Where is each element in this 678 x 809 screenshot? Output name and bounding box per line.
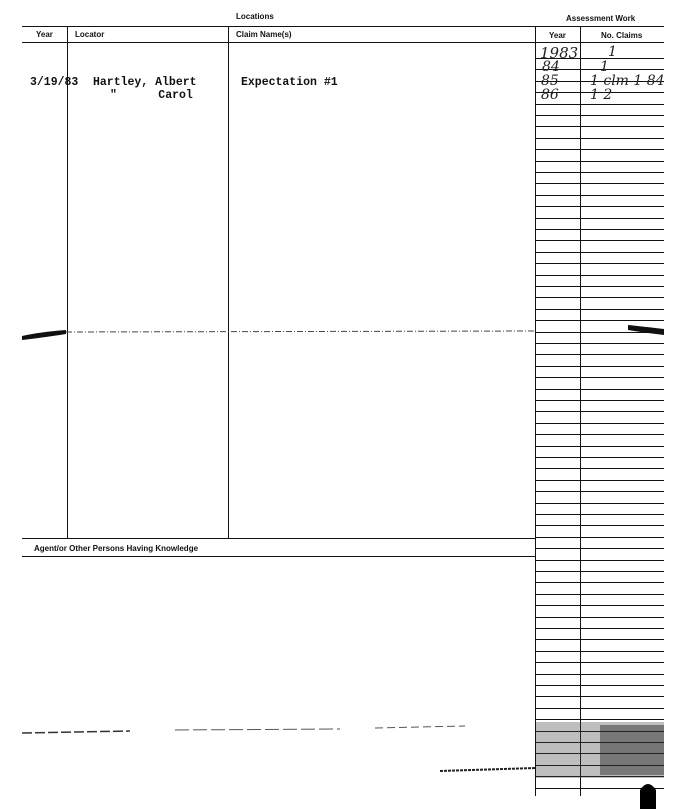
fold-mark-right [628,325,664,335]
aw-year-1: 1983 [540,44,579,62]
year-column-header: Year [36,30,53,39]
aw-claims-1: 1 [608,44,617,60]
locator-column-header: Locator [75,30,105,39]
corner-blot [640,784,656,809]
aw-claims-3: 1 clm 1 84 [590,73,665,89]
agent-header: Agent/or Other Persons Having Knowledge [34,544,199,553]
no-claims-column-header: No. Claims [601,31,643,40]
assessment-work-header: Assessment Work [566,14,636,23]
fold-line [66,331,535,332]
fold-mark-left [22,330,66,340]
entry-year: 3/19/83 [30,76,79,89]
aw-year-column-header: Year [549,31,566,40]
entry-claim-name: Expectation #1 [241,76,338,89]
entry-locator: Hartley, Albert [93,76,197,89]
aw-year-4: 86 [541,87,559,103]
aw-claims-4: 1 2 [590,87,613,103]
claim-names-column-header: Claim Name(s) [236,30,292,39]
aw-claims-2: 1 [600,59,609,75]
locations-header: Locations [236,12,274,21]
aw-year-3: 85 [541,73,559,89]
aw-year-2: 84 [542,59,560,75]
entry-locator-2: " Carol [110,89,193,102]
